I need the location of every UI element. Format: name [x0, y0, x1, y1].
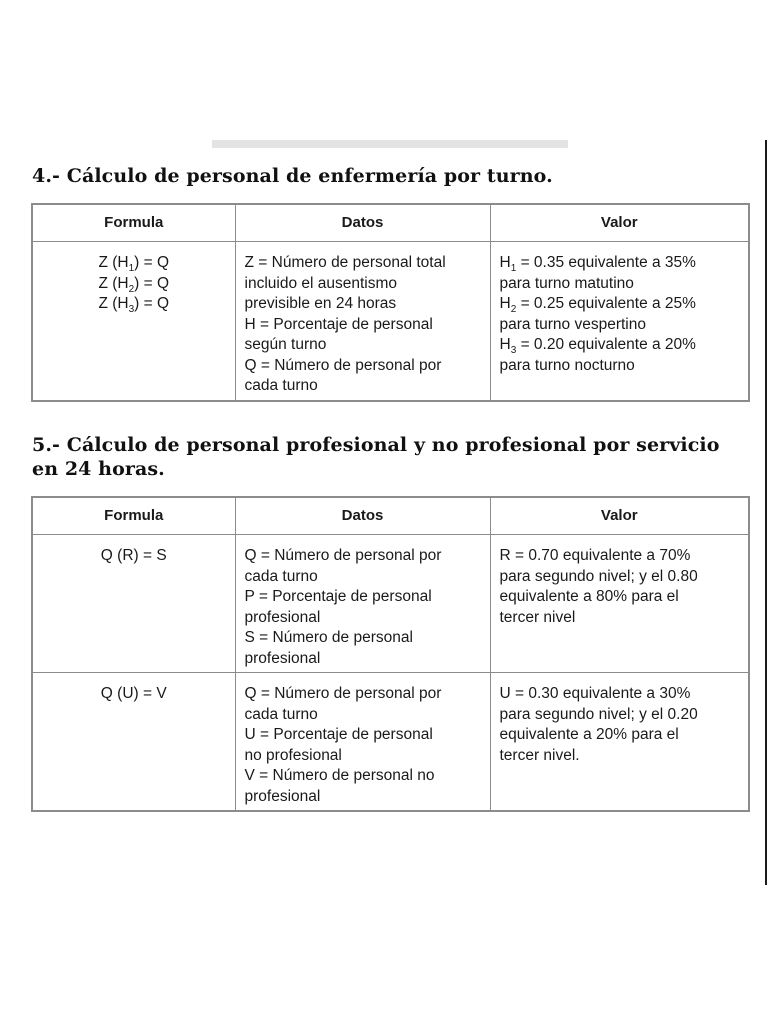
- datos-line: no profesional: [244, 746, 342, 764]
- datos-line: U = Porcentaje de personal: [244, 726, 433, 743]
- section-5-heading-line: 5.- Cálculo de personal profesional y no profesional por servicio: [32, 434, 720, 456]
- formula-cell: Q (U) = V: [32, 673, 235, 812]
- valor-line: para segundo nivel; y el 0.80: [499, 567, 698, 585]
- section-4-table: [31, 203, 750, 402]
- valor-line: equivalente a 80% para el: [499, 588, 679, 605]
- right-edge-line: [765, 140, 767, 885]
- datos-line: cada turno: [244, 567, 318, 585]
- datos-line: profesional: [244, 608, 321, 626]
- table-header-row: [32, 497, 749, 535]
- datos-line: cada turno: [244, 377, 318, 394]
- header-valor: Valor: [490, 204, 749, 242]
- datos-line: Q = Número de personal por: [244, 356, 442, 374]
- table-header-row: [32, 204, 749, 242]
- top-gray-bar: [212, 140, 568, 148]
- formula-cell: Q (R) = S: [32, 535, 235, 673]
- valor-line: para segundo nivel; y el 0.20: [499, 705, 698, 723]
- section-5-heading: [32, 433, 752, 481]
- valor-line: para turno vespertino: [499, 315, 646, 333]
- datos-line: profesional: [244, 649, 321, 667]
- section-5-table: [31, 496, 750, 812]
- datos-line: cada turno: [244, 705, 318, 723]
- valor-line: tercer nivel: [499, 608, 576, 626]
- header-formula: Formula: [32, 497, 235, 535]
- header-formula: Formula: [32, 204, 235, 242]
- table-row: [32, 535, 749, 673]
- table-row: [32, 242, 749, 401]
- datos-line: Q = Número de personal por: [244, 547, 442, 564]
- section-4-heading: 4.- Cálculo de personal de enfermería por turno.: [32, 165, 553, 187]
- datos-line: según turno: [244, 336, 327, 353]
- valor-line: para turno nocturno: [499, 356, 635, 374]
- valor-line: R = 0.70 equivalente a 70%: [499, 547, 691, 564]
- datos-line: Z = Número de personal total: [244, 254, 446, 271]
- formula-line: Z $(H_2) = Q$: [98, 274, 170, 295]
- valor-line: equivalente a 20% para el: [499, 726, 679, 743]
- formula-line: Z $(H_3) = Q$: [98, 295, 170, 316]
- datos-line: H = Porcentaje de personal: [244, 315, 433, 333]
- formula-line: Z $(H_1) = Q$: [98, 254, 170, 275]
- datos-cell: [235, 535, 490, 673]
- valor-line: U = 0.30 equivalente a 30%: [499, 685, 691, 702]
- datos-line: previsible en 24 horas: [244, 295, 397, 312]
- datos-cell: [235, 673, 490, 812]
- header-datos: Datos: [235, 497, 490, 535]
- valor-line: tercer nivel.: [499, 746, 580, 764]
- datos-line: P = Porcentaje de personal: [244, 588, 432, 605]
- table-row: [32, 673, 749, 812]
- valor-line: $H_1 = 0.35$ equivalente a 35%: [499, 254, 696, 275]
- datos-line: V = Número de personal no: [244, 767, 435, 784]
- header-datos: Datos: [235, 204, 490, 242]
- datos-line: Q = Número de personal por: [244, 685, 442, 702]
- datos-line: S = Número de personal: [244, 629, 413, 646]
- valor-cell: [490, 242, 749, 401]
- header-valor: Valor: [490, 497, 749, 535]
- valor-cell: [490, 535, 749, 673]
- datos-line: profesional: [244, 787, 321, 805]
- valor-line: $H_2 = 0.25$ equivalente a 25%: [499, 295, 696, 316]
- section-5-heading-line: en 24 horas.: [32, 458, 165, 480]
- datos-line: incluido el ausentismo: [244, 274, 398, 292]
- valor-cell: [490, 673, 749, 812]
- datos-cell: [235, 242, 490, 401]
- valor-line: para turno matutino: [499, 274, 634, 292]
- formula-cell: [32, 242, 235, 401]
- valor-line: $H_3 = 0.20$ equivalente a 20%: [499, 336, 696, 357]
